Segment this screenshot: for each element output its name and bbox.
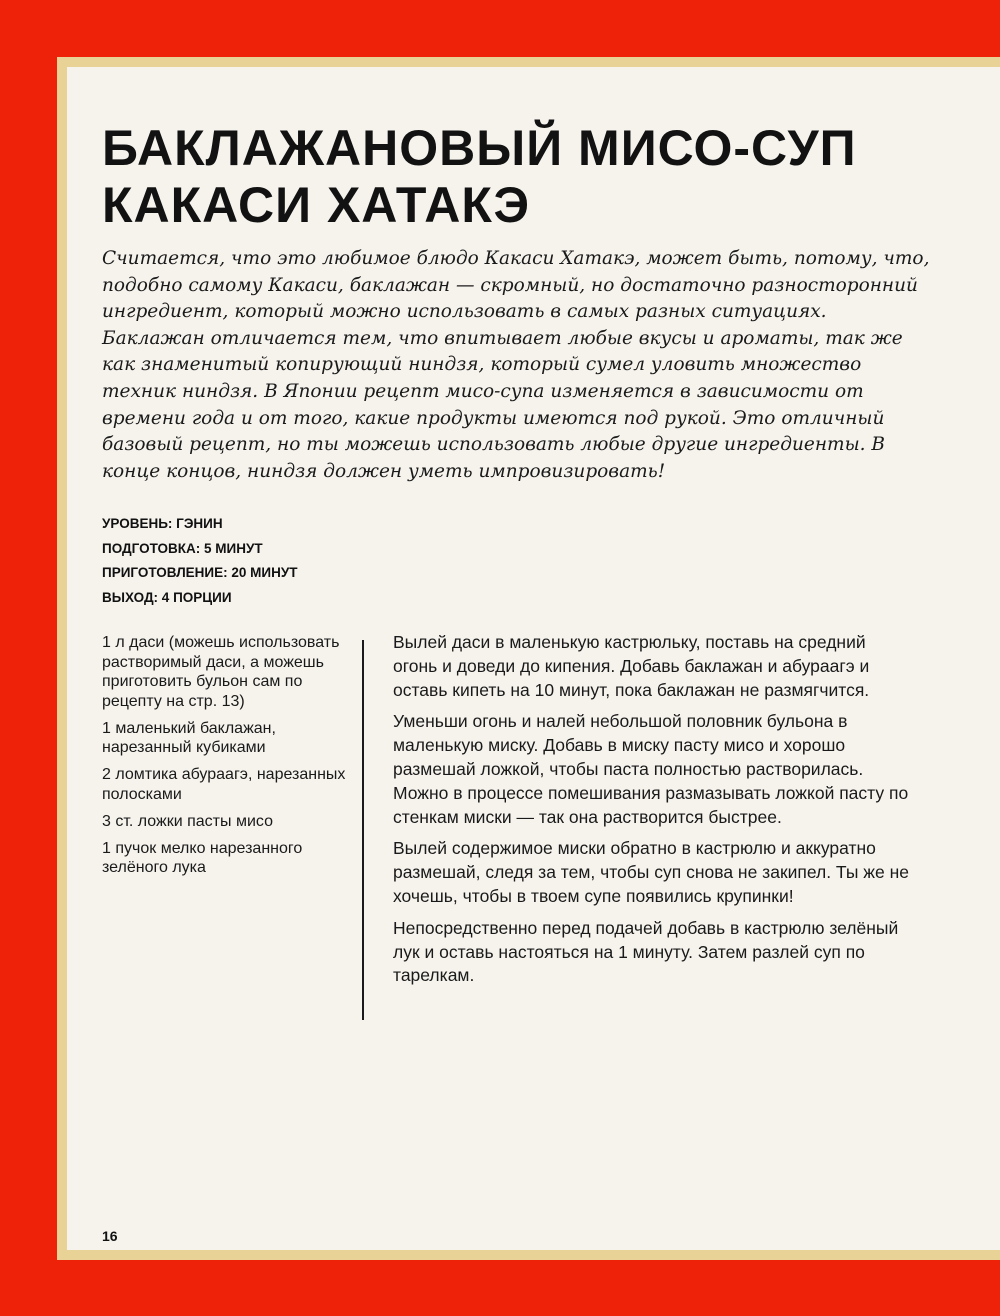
instruction-step: Вылей даси в маленькую кастрюльку, поставь на средний огонь и доведи до кипения. Добавь баклажан и абураагэ и оставь кипеть на 10 минут, пока баклажан не размягчится.	[393, 632, 870, 700]
ingredients-list	[102, 633, 347, 885]
instruction-step: Вылей содержимое миски обратно в кастрюлю и аккуратно размешай, следя за тем, чтобы суп снова не закипел. Ты же не хочешь, чтобы в твоем супе появились крупинки!	[393, 838, 909, 906]
column-divider	[362, 640, 364, 1020]
meta-level: УРОВЕНЬ: ГЭНИН	[102, 516, 223, 531]
ingredient-item: 1 пучок мелко нарезанного зелёного лука	[102, 839, 303, 876]
recipe-intro: Считается, что это любимое блюдо Какаси Хатакэ, может быть, потому, что, подобно самому Какаси, баклажан — скромный, но достаточно разносторонний ингредиент, который можно использовать в самых разных ситуациях. Баклажан отличается тем, что впитывает любые вкусы и ароматы, так же как знаменитый копирующий ниндзя, который сумел уловить множество техник ниндзя. В Японии рецепт мисо-супа изменяется в зависимости от времени года и от того, какие продукты имеются под рукой. Это отличный базовый рецепт, но ты можешь использовать любые другие ингредиенты. В конце концов, ниндзя должен уметь импровизировать!	[102, 248, 930, 482]
meta-yield: ВЫХОД: 4 ПОРЦИИ	[102, 589, 232, 605]
recipe-title	[102, 120, 962, 234]
ingredient-item: 3 ст. ложки пасты мисо	[102, 812, 273, 830]
ingredient-item: 1 маленький баклажан, нарезанный кубиками	[102, 719, 276, 756]
instructions	[393, 631, 913, 996]
recipe-title-line-2: КАКАСИ ХАТАКЭ	[102, 177, 531, 233]
instruction-step: Уменьши огонь и налей небольшой половник бульона в маленькую миску. Добавь в миску пасту мисо и хорошо размешай ложкой, чтобы паста полностью растворилась. Можно в процессе помешивания размазывать ложкой пасту по стенкам миски — так она растворится быстрее.	[393, 711, 909, 827]
meta-cook-time: ПРИГОТОВЛЕНИЕ: 20 МИНУТ	[102, 565, 298, 580]
instruction-step: Непосредственно перед подачей добавь в кастрюлю зелёный лук и оставь настояться на 1 минуту. Затем разлей суп по тарелкам.	[393, 917, 899, 986]
ingredient-item: 2 ломтика абураагэ, нарезанных полосками	[102, 766, 346, 803]
meta-prep-time: ПОДГОТОВКА: 5 МИНУТ	[102, 540, 263, 556]
recipe-title-line-1: БАКЛАЖАНОВЫЙ МИСО-СУП	[102, 120, 857, 176]
ingredient-item: 1 л даси (можешь использовать растворимый даси, а можешь приготовить бульон сам по рецепту на стр. 13)	[102, 634, 340, 710]
recipe-meta	[102, 512, 298, 610]
page-number: 16	[102, 1228, 118, 1244]
